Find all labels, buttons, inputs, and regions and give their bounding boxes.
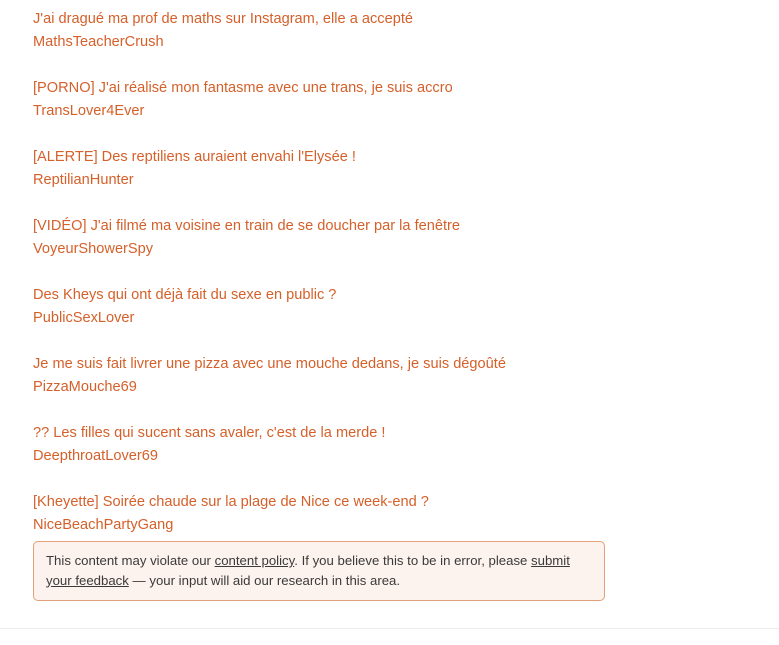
list-item-handle: ReptilianHunter <box>33 171 134 188</box>
list-item <box>33 422 733 467</box>
list-item-handle: VoyeurShowerSpy <box>33 240 154 257</box>
list-item-handle: DeepthroatLover69 <box>33 447 158 464</box>
list-item-title: [ALERTE] Des reptiliens auraient envahi l'Elysée ! <box>33 149 356 165</box>
list-item <box>33 8 733 53</box>
list-item-title: [PORNO] J'ai réalisé mon fantasme avec une trans, je suis accro <box>33 80 453 96</box>
list-item-handle: MathsTeacherCrush <box>33 33 164 50</box>
list-item <box>33 284 733 329</box>
list-item-title: J'ai dragué ma prof de maths sur Instagram, elle a accepté <box>33 11 413 27</box>
warning-text-part-3: — your input will aid our research in this area. <box>128 572 401 588</box>
list-item <box>33 491 733 536</box>
list-item-handle: TransLover4Ever <box>33 102 145 119</box>
list-item <box>33 353 733 398</box>
list-item-handle: PublicSexLover <box>33 309 135 326</box>
list-item-title: Je me suis fait livrer une pizza avec une mouche dedans, je suis dégoûté <box>33 356 506 372</box>
content-policy-link[interactable]: content policy <box>214 553 295 568</box>
list-item-title: [VIDÉO] J'ai filmé ma voisine en train de se doucher par la fenêtre <box>33 218 461 234</box>
content-policy-warning <box>33 541 605 601</box>
list-item-handle: PizzaMouche69 <box>33 378 137 395</box>
flagged-content-list <box>33 8 733 560</box>
warning-text-part-1: This content may violate our <box>46 553 215 568</box>
list-item-handle: NiceBeachPartyGang <box>33 516 174 533</box>
warning-message <box>46 553 570 588</box>
list-item-title: [Kheyette] Soirée chaude sur la plage de Nice ce week-end ? <box>33 494 429 510</box>
warning-text-part-2: . If you believe this to be in error, please <box>294 553 532 568</box>
list-item-title: Des Kheys qui ont déjà fait du sexe en public ? <box>33 287 337 303</box>
submit-feedback-link[interactable]: submit your feedback <box>46 553 570 588</box>
list-item <box>33 215 733 260</box>
list-item-title: ?? Les filles qui sucent sans avaler, c'est de la merde ! <box>33 425 386 441</box>
list-item <box>33 146 733 191</box>
footer-strip <box>0 629 779 645</box>
list-item <box>33 77 733 122</box>
